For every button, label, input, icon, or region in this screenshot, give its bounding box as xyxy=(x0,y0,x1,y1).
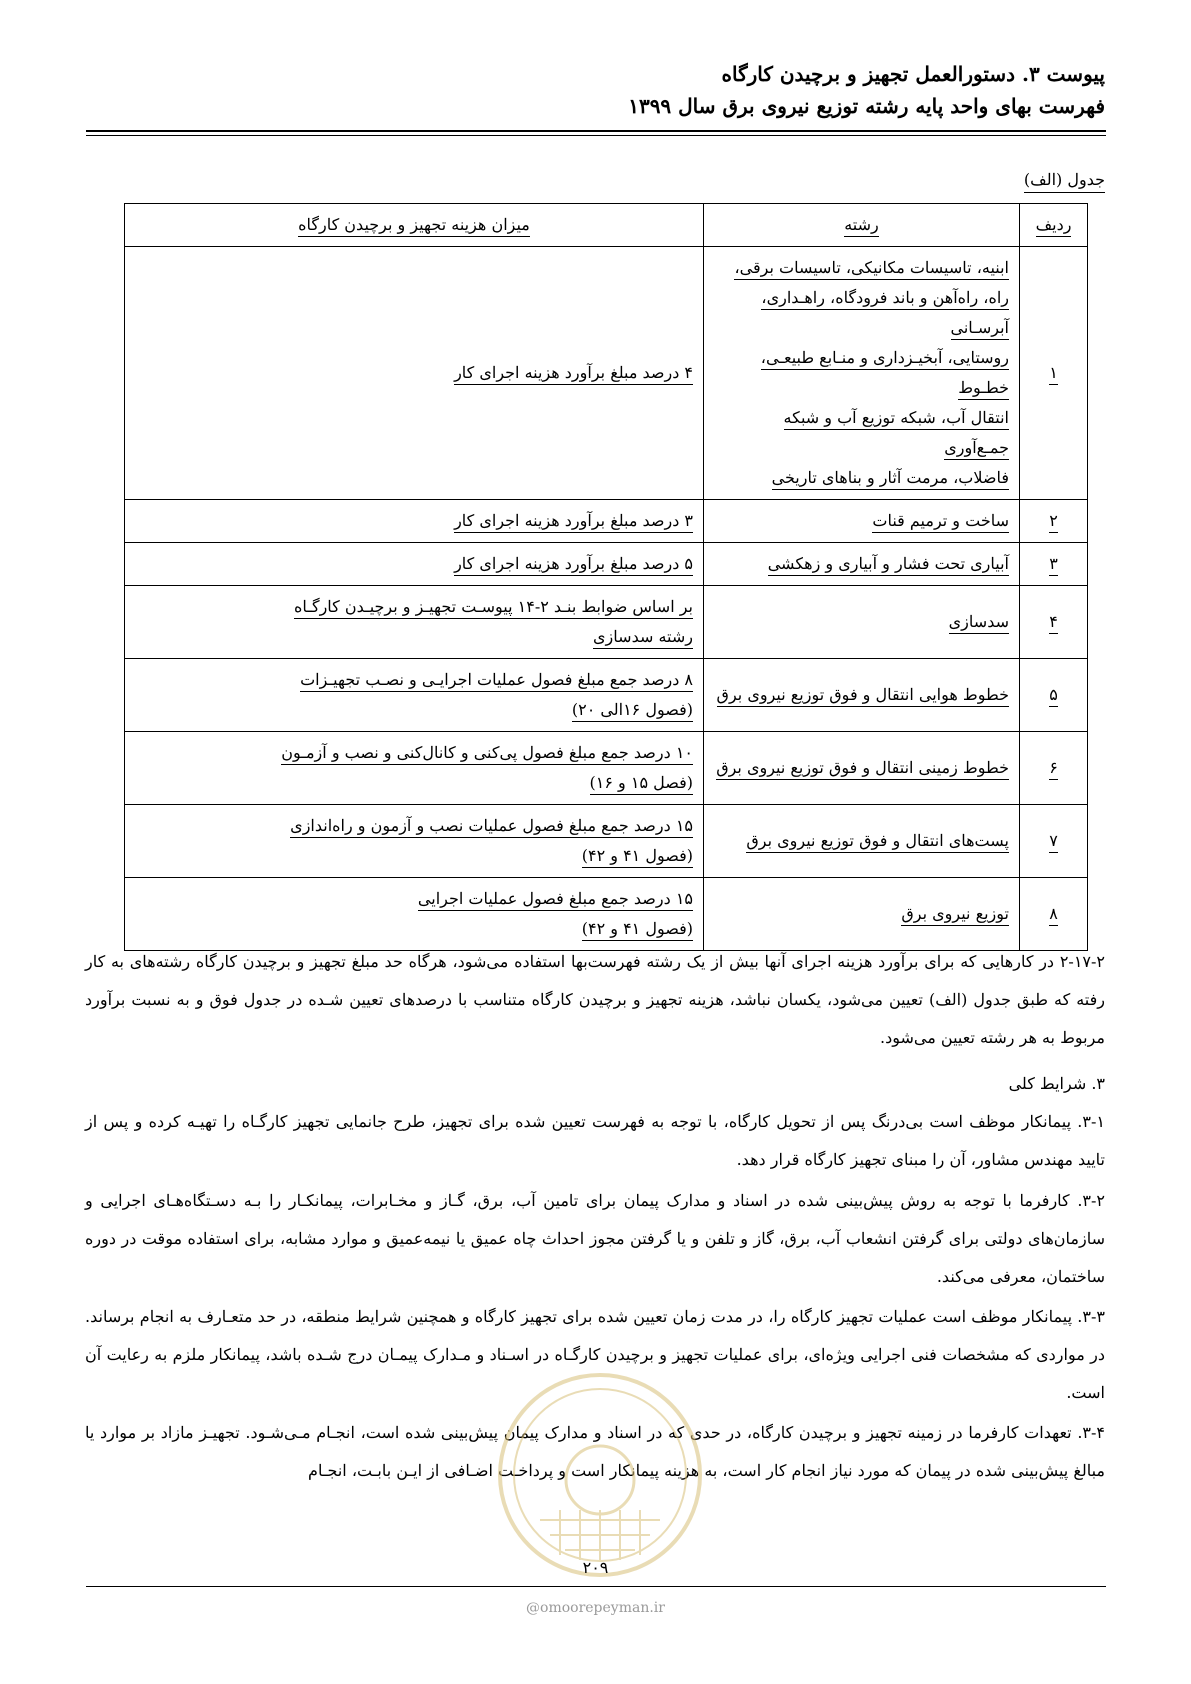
row-cost: ۸ درصد جمع مبلغ فصول عملیات اجرایـی و نصـب تجهیـزات (فصول ۱۶الی ۲۰) xyxy=(125,659,704,732)
row-field: سدسازی xyxy=(704,586,1020,659)
table-row xyxy=(125,500,1088,543)
paragraph-3-4: ۳-۴. تعهدات کارفرما در زمینه تجهیز و برچیدن کارگاه، در حدی که در اسناد و مدارک پیمان پیش‌بینی شده است، انجـام مـی‌شـود. تجهیـز مازاد بر موارد یا مبالغ پیش‌بینی شده در پیمان که مورد نیاز انجام کار است، به هزینه پیمانکار است و پرداخـت اضـافی از ایـن بابـت، انجـام xyxy=(85,1423,1106,1480)
header-rule-thick xyxy=(86,130,1106,132)
row-number: ۲ xyxy=(1020,500,1088,543)
paragraph-2-17-2: ۲-۱۷-۲ در کارهایی که برای برآورد هزینه اجرای آنها بیش از یک رشته فهرست‌بها استفاده می‌شود، هرگاه حد مبلغ تجهیز و برچیدن کارگاه رشته‌های به کار رفته که طبق جدول (الف) تعیین می‌شود، یکسان نباشد، هزینه تجهیز و برچیدن کارگاه متناسب با درصدهای تعیین شـده در جدول فوق و به نسبت برآورد مربوط به هر رشته تعیین می‌شود. xyxy=(85,952,1105,1047)
table-row xyxy=(125,543,1088,586)
row-cost: بر اساس ضوابط بنـد ۲-۱۴ پیوسـت تجهیـز و برچیـدن کارگـاه رشته سدسازی xyxy=(125,586,704,659)
row-field: آبیاری تحت فشار و آبیاری و زهکشی xyxy=(704,543,1020,586)
section-heading-general-conditions: ۳. شرایط کلی xyxy=(1008,1074,1105,1093)
row-field: ابنیه، تاسیسات مکانیکی، تاسیسات برقی، راه، راه‌آهن و باند فرودگاه، راهـداری، آبرسـانی روستایی، آبخیـزداری و منـابع طبیعـی، خطـوط انتقال آب، شبکه توزیع آب و شبکه جمـع‌آوری فاضلاب، مرمت آثار و بناهای تاریخی xyxy=(704,247,1020,500)
website-watermark: @omoorepeyman.ir xyxy=(526,1600,665,1616)
table-row xyxy=(125,247,1088,500)
header-title-pricelist: فهرست بهای واحد پایه رشته توزیع نیروی برق سال ۱۳۹۹ xyxy=(628,94,1105,118)
row-field: توزیع نیروی برق xyxy=(704,878,1020,951)
row-field: خطوط زمینی انتقال و فوق توزیع نیروی برق xyxy=(704,732,1020,805)
row-field: خطوط هوایی انتقال و فوق توزیع نیروی برق xyxy=(704,659,1020,732)
row-cost: ۱۰ درصد جمع مبلغ فصول پی‌کنی و کانال‌کنی و نصب و آزمـون (فصل ۱۵ و ۱۶) xyxy=(125,732,704,805)
row-number: ۴ xyxy=(1020,586,1088,659)
header-row-number: ردیف xyxy=(1020,204,1088,247)
row-field: پست‌های انتقال و فوق توزیع نیروی برق xyxy=(704,805,1020,878)
table-row xyxy=(125,805,1088,878)
row-number: ۳ xyxy=(1020,543,1088,586)
row-cost: ۱۵ درصد جمع مبلغ فصول عملیات نصب و آزمون و راه‌اندازی (فصول ۴۱ و ۴۲) xyxy=(125,805,704,878)
paragraph-3-3: ۳-۳. پیمانکار موظف است عملیات تجهیز کارگاه را، در مدت زمان تعیین شده برای تجهیز کارگاه و همچنین شرایط منطقه، در حد متعـارف به انجام برساند. در مواردی که مشخصات فنی اجرایی ویژه‌ای، برای عملیات تجهیز و برچیدن کارگـاه در اسـناد و مـدارک پیمـان درج شـده باشد، پیمانکار ملزم به رعایت آن است. xyxy=(85,1307,1105,1402)
paragraph-3-2: ۳-۲. کارفرما با توجه به روش پیش‌بینی شده در اسناد و مدارک پیمان برای تامین آب، برق، گـاز و مخـابرات، پیمانکـار را بـه دسـتگاه‌هـای اجرایی و سازمان‌های دولتی برای گرفتن انشعاب آب، برق، گاز و تلفن و یا گرفتن مجوز احداث چاه عمیق یا نیمه‌عمیق و موارد مشابه، برای استفاده موقت در دوره ساختمان، معرفی می‌کند. xyxy=(85,1191,1105,1286)
table-row xyxy=(125,732,1088,805)
table-row xyxy=(125,659,1088,732)
header-field: رشته xyxy=(704,204,1020,247)
row-number: ۷ xyxy=(1020,805,1088,878)
cost-table xyxy=(124,203,1088,951)
row-number: ۱ xyxy=(1020,247,1088,500)
row-cost: ۵ درصد مبلغ برآورد هزینه اجرای کار xyxy=(125,543,704,586)
footer-rule xyxy=(86,1586,1106,1587)
row-cost: ۳ درصد مبلغ برآورد هزینه اجرای کار xyxy=(125,500,704,543)
row-number: ۵ xyxy=(1020,659,1088,732)
header-cost: میزان هزینه تجهیز و برچیدن کارگاه xyxy=(125,204,704,247)
table-header-row xyxy=(125,204,1088,247)
table-row xyxy=(125,586,1088,659)
table-row xyxy=(125,878,1088,951)
row-cost: ۱۵ درصد جمع مبلغ فصول عملیات اجرایی (فصول ۴۱ و ۴۲) xyxy=(125,878,704,951)
row-number: ۸ xyxy=(1020,878,1088,951)
header-rule-thin xyxy=(86,135,1106,136)
page-header xyxy=(85,58,1105,122)
seal-watermark xyxy=(495,1370,705,1580)
row-cost: ۴ درصد مبلغ برآورد هزینه اجرای کار xyxy=(125,247,704,500)
table-caption: جدول (الف) xyxy=(1024,170,1105,193)
page-number: ۲۰۹ xyxy=(582,1558,609,1577)
header-title-appendix: پیوست ۳. دستورالعمل تجهیز و برچیدن کارگاه xyxy=(721,62,1105,86)
paragraph-3-1: ۳-۱. پیمانکار موظف است بی‌درنگ پس از تحویل کارگاه، با توجه به فهرست تعیین شده برای تجهیز، طرح جانمایی تجهیز کارگـاه را تهیـه کرده و پس از تایید مهندس مشاور، آن را مبنای تجهیز کارگاه قرار دهد. xyxy=(85,1112,1105,1169)
row-field: ساخت و ترمیم قنات xyxy=(704,500,1020,543)
row-number: ۶ xyxy=(1020,732,1088,805)
